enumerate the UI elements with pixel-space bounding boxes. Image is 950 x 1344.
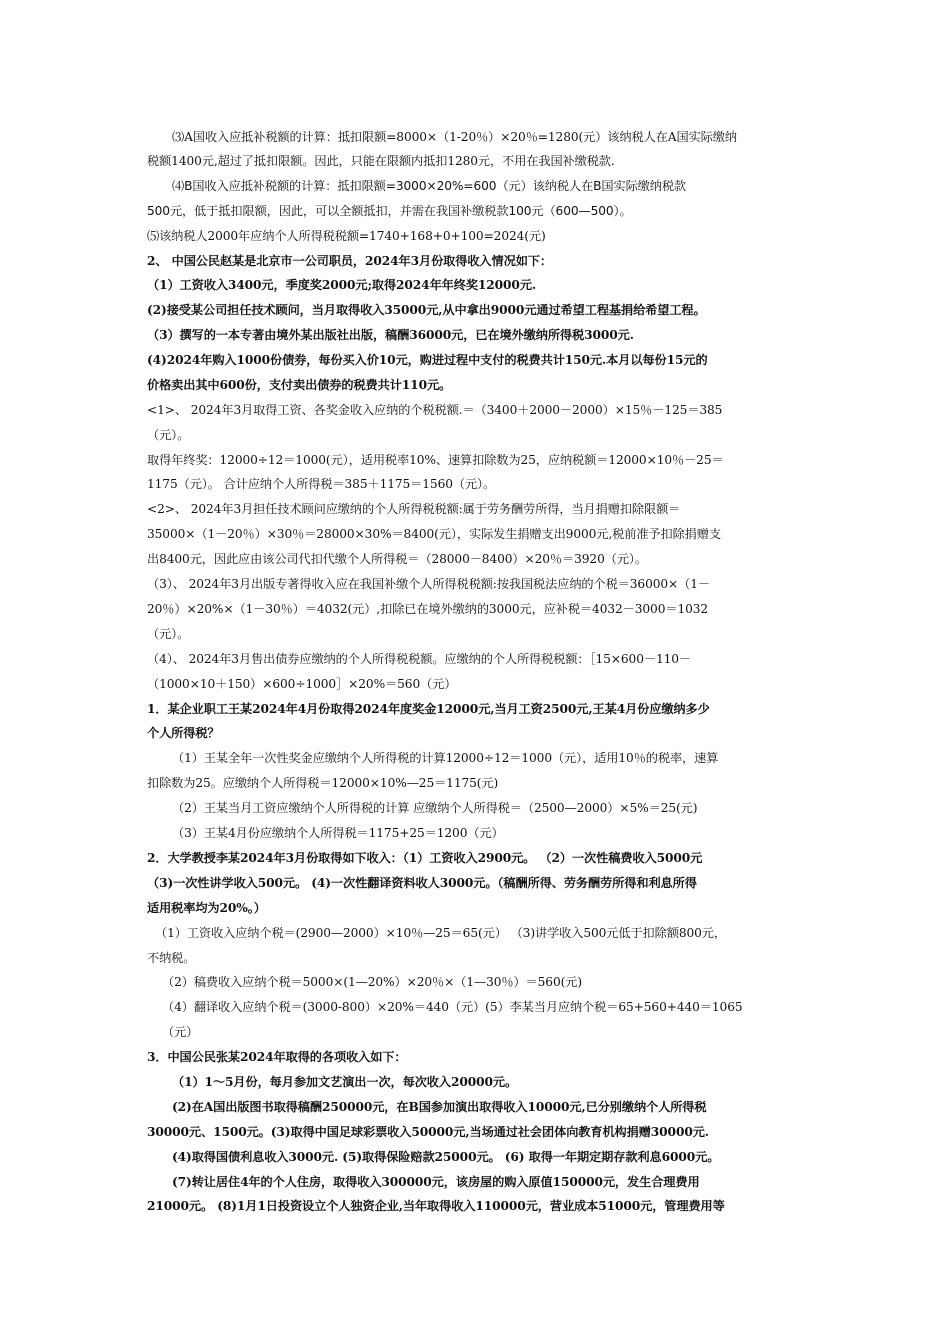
text-line: (4)2024年购入1000份债券，每份买入价10元，购进过程中支付的税费共计150元.本月以每份15元的 [147, 353, 708, 367]
text-line: （元） [162, 1025, 199, 1039]
text-line: 35000×（1－20％）×30％＝28000×30%＝8400(元），实际发生捐赠支出9000元,税前准予扣除捐赠支 [147, 527, 721, 541]
text-line: ⑸该纳税人2000年应纳个人所得税税额=1740+168+0+100=2024(元) [147, 229, 546, 243]
text-line: （3）撰写的一本专著由境外某出版社出版，稿酬36000元，已在境外缴纳所得税3000元. [147, 328, 634, 342]
text-line: 扣除数为25。应缴纳个人所得税＝12000×10%—25＝1175(元) [147, 776, 499, 790]
text-line: (2)在A国出版图书取得稿酬250000元，在B国参加演出取得收入10000元,已分别缴纳个人所得税 [172, 1100, 707, 1114]
text-line: 取得年终奖：12000÷12＝1000(元），适用税率10%、速算扣除数为25，应纳税额＝12000×10％－25＝ [147, 453, 724, 467]
text-line: （1）1～5月份，每月参加文艺演出一次，每次收入20000元。 [172, 1075, 518, 1089]
text-line: 价格卖出其中600份，支付卖出债券的税费共计110元。 [147, 378, 452, 392]
text-line: （1）王某全年一次性奖金应缴纳个人所得税的计算12000÷12＝1000（元），适用10％的税率，速算 [172, 751, 719, 765]
text-line: （1）工资收入3400元，季度奖2000元;取得2024年年终奖12000元. [147, 278, 537, 292]
question-heading: 2、 中国公民赵某是北京市一公司职员，2024年3月份取得收入情况如下： [147, 254, 552, 268]
text-line: (7)转让居住4年的个人住房，取得收入300000元，该房屋的购入原值150000元，发生合理费用 [172, 1175, 700, 1189]
text-line: （1）工资收入应纳个税＝(2900—2000）×10％—25＝65(元） （3)讲学收入500元低于扣除额800元， [155, 926, 726, 940]
text-line: 21000元。 (8)1月1日投资设立个人独资企业,当年取得收入110000元，营业成本51000元，管理费用等 [147, 1199, 725, 1213]
text-line: 适用税率均为20%。） [147, 901, 266, 915]
text-line: ⑷B国收入应抵补税额的计算：抵扣限额=3000×20%=600（元）该纳税人在B国实际缴纳税款 [172, 179, 687, 193]
text-line: <1>、 2024年3月取得工资、各奖金收入应纳的个税税额.＝（3400＋2000－2000）×15％－125＝385 [147, 403, 723, 417]
question-heading: 2．大学教授李某2024年3月份取得如下收入：（1）工资收入2900元。 （2）一次性稿费收入5000元 [147, 851, 703, 865]
text-line: （2）稿费收入应纳个税＝5000×(1—20%）×20％×（1—30％）＝560(元) [162, 975, 582, 989]
text-line: （3）王某4月份应缴纳个人所得税＝1175+25＝1200（元） [172, 826, 504, 840]
text-line: （1000×10＋150）×600÷1000］×20%＝560（元） [147, 677, 457, 691]
text-line: 1175（元）。 合计应纳个人所得税＝385＋1175＝1560（元）。 [147, 477, 496, 491]
text-line: （元）。 [147, 428, 190, 442]
question-heading: 1．某企业职工王某2024年4月份取得2024年度奖金12000元,当月工资2500元,王某4月份应缴纳多少 [147, 702, 710, 716]
text-line: 不纳税。 [147, 951, 196, 965]
text-line: (2)接受某公司担任技术顾问，当月取得收入35000元,从中拿出9000元通过希望工程基捐给希望工程。 [147, 303, 706, 317]
text-line: （3）、 2024年3月出版专著得收入应在我国补缴个人所得税税额:按我国税法应纳的个税＝36000×（1－ [147, 577, 710, 591]
text-line: （2）王某当月工资应缴纳个人所得税的计算 应缴纳个人所得税＝（2500—2000）×5%＝25(元) [172, 801, 698, 815]
text-line: 20％）×20%×（1－30％）＝4032(元）,扣除已在境外缴纳的3000元，应补税＝4032－3000＝1032 [147, 602, 709, 616]
text-line: ⑶A国收入应抵补税额的计算：抵扣限额=8000×（1-20％）×20％=1280(元）该纳税人在A国实际缴纳 [172, 130, 737, 144]
text-line: 出8400元，因此应由该公司代扣代缴个人所得税＝（28000－8400）×20％＝3920（元）。 [147, 552, 647, 566]
text-line: 30000元、1500元。(3)取得中国足球彩票收入50000元,当场通过社会团体向教育机构捐赠30000元. [147, 1125, 709, 1139]
text-line: （元）。 [147, 627, 190, 641]
text-line: （4）、 2024年3月售出债券应缴纳的个人所得税税额。应缴纳的个人所得税税额：［15×600－110－ [147, 652, 691, 666]
question-heading: 3．中国公民张某2024年取得的各项收入如下： [147, 1050, 407, 1064]
text-line: <2>、 2024年3月担任技术顾问应缴纳的个人所得税税额:属于劳务酬劳所得，当月捐赠扣除限额＝ [147, 502, 681, 516]
text-line: （3)一次性讲学收入500元。 (4)一次性翻译资料收人3000元。（稿酬所得、劳务酬劳所得和利息所得 [147, 876, 697, 890]
text-line: 个人所得税？ [147, 726, 220, 740]
text-line: 500元，低于抵扣限额，因此，可以全额抵扣，并需在我国补缴税款100元（600—500）。 [147, 204, 632, 218]
text-line: （4）翻译收入应纳个税＝(3000-800）×20%＝440（元）(5）李某当月应纳个税＝65+560+440＝1065 [162, 1000, 743, 1014]
text-line: 税额1400元,超过了抵扣限额。因此，只能在限额内抵扣1280元，不用在我国补缴税款. [147, 154, 615, 168]
text-line: (4)取得国债利息收入3000元. (5)取得保险赔款25000元。 (6) 取得一年期定期存款利息6000元。 [172, 1150, 720, 1164]
